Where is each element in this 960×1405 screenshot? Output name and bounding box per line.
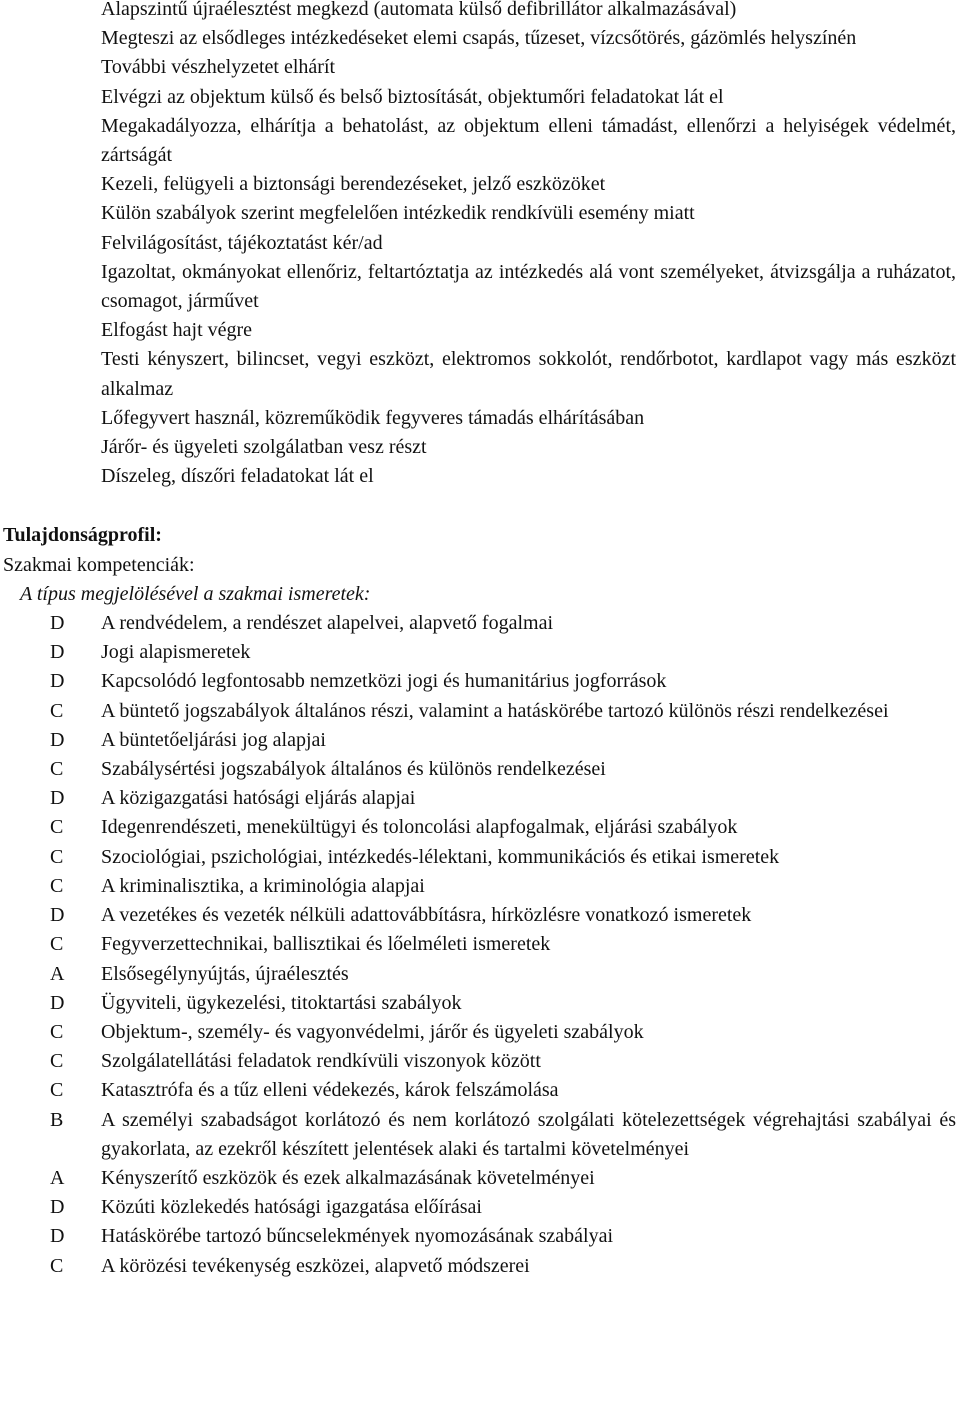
skill-text: Kényszerítő eszközök és ezek alkalmazásának követelményei bbox=[101, 1166, 595, 1189]
skill-text: A közigazgatási hatósági eljárás alapjai bbox=[101, 787, 416, 810]
profile-section bbox=[0, 521, 960, 609]
skill-row bbox=[0, 989, 960, 1018]
skill-text: Fegyverzettechnikai, ballisztikai és lőelméleti ismeretek bbox=[101, 933, 551, 956]
skill-text: Szociológiai, pszichológiai, intézkedés-lélektani, kommunikációs és etikai ismeretek bbox=[101, 845, 780, 868]
skill-row bbox=[0, 872, 960, 901]
skill-row bbox=[0, 1106, 960, 1164]
skill-row bbox=[0, 813, 960, 842]
skill-text: Ügyviteli, ügykezelési, titoktartási szabályok bbox=[101, 991, 462, 1014]
skill-level: C bbox=[50, 1079, 64, 1102]
skill-row bbox=[0, 638, 960, 667]
skill-row bbox=[0, 960, 960, 989]
skill-row bbox=[0, 609, 960, 638]
skill-text: Kapcsolódó legfontosabb nemzetközi jogi és humanitárius jogforrások bbox=[101, 670, 667, 693]
skill-text: A büntetőeljárási jog alapjai bbox=[101, 728, 326, 751]
skill-text: Objektum-, személy- és vagyonvédelmi, járőr és ügyeleti szabályok bbox=[101, 1020, 644, 1043]
task-item: Testi kényszert, bilincset, vegyi eszközt, elektromos sokkolót, rendőrbotot, kardlapot vagy más eszközt alkalmaz bbox=[101, 348, 956, 400]
task-item: Járőr- és ügyeleti szolgálatban vesz részt bbox=[101, 436, 427, 459]
task-item: Kezeli, felügyeli a biztonsági berendezéseket, jelző eszközöket bbox=[101, 173, 606, 196]
skill-level: D bbox=[50, 670, 65, 693]
skill-text: Katasztrófa és a tűz elleni védekezés, károk felszámolása bbox=[101, 1079, 559, 1102]
skill-text: Szolgálatellátási feladatok rendkívüli viszonyok között bbox=[101, 1050, 541, 1073]
skill-level: D bbox=[50, 904, 65, 927]
skill-level: D bbox=[50, 1196, 65, 1219]
task-item: További vészhelyzetet elhárít bbox=[101, 56, 336, 79]
skill-level: D bbox=[50, 641, 65, 664]
task-item: Alapszintű újraélesztést megkezd (automata külső defibrillátor alkalmazásával) bbox=[101, 0, 737, 20]
skill-text: A vezetékes és vezeték nélküli adattovábbításra, hírközlésre vonatkozó ismeretek bbox=[101, 904, 752, 927]
skill-row bbox=[0, 1076, 960, 1105]
skill-level: A bbox=[50, 1166, 65, 1189]
skill-row bbox=[0, 1193, 960, 1222]
skill-text: Hatáskörébe tartozó bűncselekmények nyomozásának szabályai bbox=[101, 1225, 614, 1248]
skill-text: A személyi szabadságot korlátozó és nem korlátozó szolgálati kötelezettségek végrehajtási szabályai és gyakorlata, az ezekről készített jelentések alaki és tartalmi követelményei bbox=[101, 1108, 956, 1160]
skill-text: Jogi alapismeretek bbox=[101, 641, 251, 664]
skill-row bbox=[0, 697, 960, 726]
skill-level: D bbox=[50, 1225, 65, 1248]
task-item: Elfogást hajt végre bbox=[101, 319, 253, 342]
skill-level: C bbox=[50, 874, 64, 897]
skill-level: A bbox=[50, 962, 65, 985]
skill-text: A körözési tevékenység eszközei, alapvető módszerei bbox=[101, 1254, 530, 1277]
section-title: Tulajdonságprofil: bbox=[3, 524, 162, 547]
type-caption: A típus megjelölésével a szakmai ismeretek: bbox=[20, 582, 371, 605]
skill-level: D bbox=[50, 612, 65, 635]
skill-row bbox=[0, 930, 960, 959]
skill-text: Idegenrendészeti, menekültügyi és toloncolási alapfogalmak, eljárási szabályok bbox=[101, 816, 738, 839]
section-subtitle: Szakmai kompetenciák: bbox=[3, 553, 195, 576]
task-item: Megteszi az elsődleges intézkedéseket elemi csapás, tűzeset, vízcsőtörés, gázömlés helyszínén bbox=[101, 27, 857, 50]
skill-level: D bbox=[50, 728, 65, 751]
skill-row bbox=[0, 1047, 960, 1076]
skill-text: Szabálysértési jogszabályok általános és különös rendelkezései bbox=[101, 758, 606, 781]
skill-text: A kriminalisztika, a kriminológia alapjai bbox=[101, 874, 425, 897]
skill-level: C bbox=[50, 816, 64, 839]
skill-text: Elsősegélynyújtás, újraélesztés bbox=[101, 962, 349, 985]
task-item: Elvégzi az objektum külső és belső biztosítását, objektumőri feladatokat lát el bbox=[101, 85, 724, 108]
skill-row bbox=[0, 843, 960, 872]
skill-row bbox=[0, 1018, 960, 1047]
skill-row bbox=[0, 667, 960, 696]
skill-level: D bbox=[50, 787, 65, 810]
skill-level: C bbox=[50, 933, 64, 956]
task-item: Külön szabályok szerint megfelelően intézkedik rendkívüli esemény miatt bbox=[101, 202, 695, 225]
task-item: Felvilágosítást, tájékoztatást kér/ad bbox=[101, 231, 383, 254]
skill-row bbox=[0, 901, 960, 930]
skill-row bbox=[0, 1252, 960, 1281]
skill-row bbox=[0, 755, 960, 784]
skill-level: D bbox=[50, 991, 65, 1014]
skill-level: C bbox=[50, 758, 64, 781]
skill-level: C bbox=[50, 845, 64, 868]
task-item: Megakadályozza, elhárítja a behatolást, az objektum elleni támadást, ellenőrzi a helyiségek védelmét, zártságát bbox=[101, 114, 956, 167]
skill-row bbox=[0, 726, 960, 755]
skill-level: C bbox=[50, 1050, 64, 1073]
task-item: Igazoltat, okmányokat ellenőriz, feltartóztatja az intézkedés alá vont személyeket, átvizsgálja a ruházatot, csomagot, járművet bbox=[101, 260, 956, 313]
skill-row bbox=[0, 784, 960, 813]
skill-row bbox=[0, 1164, 960, 1193]
skill-text: A büntető jogszabályok általános részi, valamint a hatáskörébe tartozó különös részi rendelkezései bbox=[101, 699, 889, 722]
skill-level: C bbox=[50, 699, 64, 722]
skill-level: B bbox=[50, 1108, 64, 1131]
skill-text: A rendvédelem, a rendészet alapelvei, alapvető fogalmai bbox=[101, 612, 554, 635]
task-item: Díszeleg, díszőri feladatokat lát el bbox=[101, 465, 374, 488]
skill-level: C bbox=[50, 1254, 64, 1277]
skill-list bbox=[0, 609, 960, 1281]
skill-row bbox=[0, 1222, 960, 1251]
skill-text: Közúti közlekedés hatósági igazgatása előírásai bbox=[101, 1196, 482, 1219]
task-item: Lőfegyvert használ, közreműködik fegyveres támadás elhárításában bbox=[101, 406, 645, 429]
skill-level: C bbox=[50, 1020, 64, 1043]
task-list bbox=[101, 0, 956, 491]
